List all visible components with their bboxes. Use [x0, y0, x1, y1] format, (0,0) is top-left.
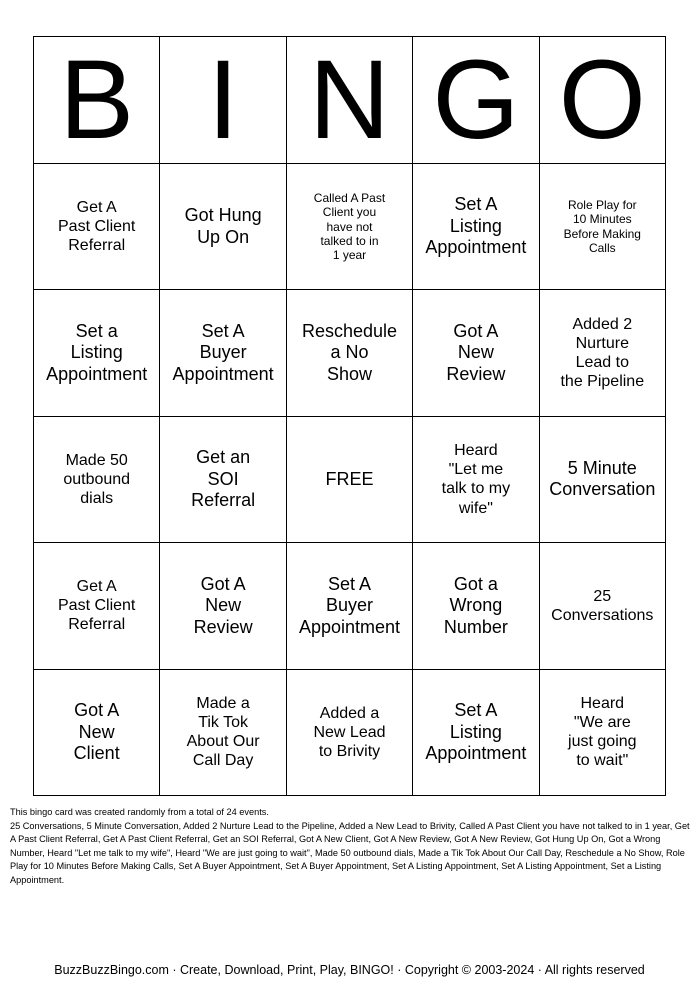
square-text: Got Hung Up On — [184, 205, 262, 247]
bingo-square — [287, 417, 413, 543]
square-text: Got a Wrong Number — [443, 573, 508, 637]
bingo-square — [540, 164, 666, 290]
bingo-square — [160, 543, 286, 669]
header-letter-b: B — [34, 37, 160, 164]
bingo-square — [287, 164, 413, 290]
bingo-square — [160, 290, 286, 416]
bingo-square — [34, 164, 160, 290]
square-text: Set A Buyer Appointment — [172, 320, 274, 384]
header-letter-n: N — [287, 37, 413, 164]
bingo-square — [540, 290, 666, 416]
bingo-square — [540, 670, 666, 796]
square-text: Made a Tik Tok About Our Call Day — [186, 694, 260, 770]
bingo-square — [160, 670, 286, 796]
header-letter-o: O — [540, 37, 666, 164]
bingo-card — [33, 36, 666, 796]
square-text: Got A New Review — [193, 573, 253, 637]
square-text: 25 Conversations — [551, 587, 654, 624]
bingo-square — [413, 417, 539, 543]
bingo-square — [34, 290, 160, 416]
bingo-square — [160, 417, 286, 543]
square-text: Called A Past Client you have not talked to in 1 year — [313, 190, 386, 263]
square-text: Reschedule a No Show — [301, 320, 398, 384]
square-text: 5 Minute Conversation — [549, 457, 656, 500]
square-text: Set A Listing Appointment — [425, 699, 527, 764]
square-text: Set a Listing Appointment — [46, 320, 148, 384]
bingo-square — [160, 164, 286, 290]
bingo-square — [413, 670, 539, 796]
square-text: Got A New Review — [446, 320, 506, 384]
square-text: FREE — [325, 468, 374, 489]
square-text: Added a New Lead to Brivity — [313, 704, 386, 760]
bingo-square — [287, 670, 413, 796]
header-letter-i: I — [160, 37, 286, 164]
square-text: Get an SOI Referral — [191, 447, 256, 511]
bingo-square — [34, 670, 160, 796]
header-letter-g: G — [413, 37, 539, 164]
bingo-square — [540, 543, 666, 669]
events-summary: This bingo card was created randomly from a total of 24 events. — [10, 807, 269, 817]
square-text: Made 50 outbound dials — [63, 451, 131, 508]
copyright-footer: BuzzBuzzBingo.com · Create, Download, Print, Play, BINGO! · Copyright © 2003-2024 · All rights reserved — [54, 963, 645, 977]
square-text: Get A Past Client Referral — [58, 198, 136, 255]
square-text: Heard "We are just going to wait" — [568, 694, 637, 770]
card-description — [10, 806, 690, 888]
bingo-square — [287, 543, 413, 669]
bingo-square — [413, 543, 539, 669]
bingo-square — [540, 417, 666, 543]
square-text: Heard "Let me talk to my wife" — [441, 442, 511, 517]
bingo-square — [34, 543, 160, 669]
bingo-square — [287, 290, 413, 416]
bingo-square — [413, 290, 539, 416]
square-text: Got A New Client — [73, 699, 120, 764]
bingo-square — [413, 164, 539, 290]
square-text: Added 2 Nurture Lead to the Pipeline — [560, 315, 645, 391]
square-text: Role Play for 10 Minutes Before Making Calls — [563, 197, 641, 256]
square-text: Set A Buyer Appointment — [298, 573, 401, 637]
square-text: Get A Past Client Referral — [58, 578, 136, 634]
square-text: Set A Listing Appointment — [425, 194, 527, 258]
events-list: 25 Conversations, 5 Minute Conversation, Added 2 Nurture Lead to the Pipeline, Added a New Lead to Brivity, Called A Past Client you have not talked to in 1 year, Get A Past Client Referral, Get A Past Client Referral, Get an SOI Referral, Got A New Client, Got A New Review, Got A New Review, Got Hung Up On, Got a Wrong Number, Heard "Let me talk to my wife", Heard "We are just going to wait", Made 50 outbound dials, Made a Tik Tok About Our Call Day, Reschedule a No Show, Role Play for 10 Minutes Before Making Calls, Set A Buyer Appointment, Set A Buyer Appointment, Set A Listing Appointment, Set A Listing Appointment, Set a Listing Appointment. — [10, 820, 690, 885]
bingo-square — [34, 417, 160, 543]
